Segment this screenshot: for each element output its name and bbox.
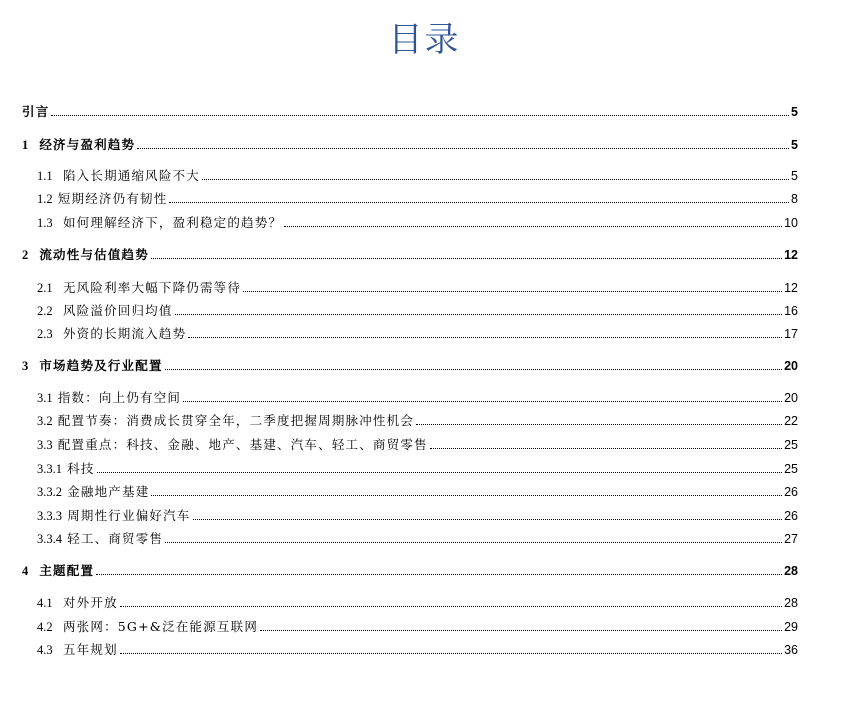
toc-leader-dots: [188, 337, 782, 338]
toc-entry-2-1[interactable]: [22, 274, 798, 296]
toc-entry-label: 3.3.1 科技: [37, 461, 95, 476]
toc-entry-label: 4 主题配置: [22, 563, 95, 578]
toc-page-number: 28: [784, 564, 798, 578]
toc-entry-3-3-2[interactable]: [22, 478, 798, 500]
toc-entry-label: 2.3 外资的长期流入趋势: [37, 326, 187, 341]
toc-page-number: 12: [784, 281, 798, 295]
toc-entry-label: 2.1 无风险利率大幅下降仍需等待: [37, 280, 242, 295]
toc-entry-4-3[interactable]: [22, 636, 798, 658]
toc-page-number: 12: [784, 248, 798, 262]
toc-entry-label: 2 流动性与估值趋势: [22, 247, 149, 262]
toc-page-number: 5: [791, 138, 798, 152]
toc-page-number: 16: [784, 304, 798, 318]
toc-entry-4-2[interactable]: [22, 613, 798, 635]
toc-entry-3-2[interactable]: [22, 407, 798, 429]
toc-entry-label: 4.1 对外开放: [37, 595, 118, 610]
toc-leader-dots: [165, 542, 782, 543]
toc-entry-3-3-1[interactable]: [22, 455, 798, 477]
toc-page-number: 25: [784, 438, 798, 452]
toc-entry-label: 3.1 指数：向上仍有空间: [37, 390, 182, 405]
toc-entry-3-3-3[interactable]: [22, 502, 798, 524]
toc-entry-1-3[interactable]: [22, 209, 798, 231]
toc-entry-label: 4.3 五年规划: [37, 642, 118, 657]
toc-entry-3[interactable]: [22, 352, 798, 374]
toc-entry-2[interactable]: [22, 241, 798, 263]
toc-leader-dots: [165, 369, 782, 370]
toc-leader-dots: [430, 448, 782, 449]
toc-entry-2-2[interactable]: [22, 297, 798, 319]
toc-entry-4[interactable]: [22, 557, 798, 579]
toc-leader-dots: [151, 495, 782, 496]
toc-entry-label: 3 市场趋势及行业配置: [22, 358, 163, 373]
toc-leader-dots: [260, 630, 782, 631]
toc-leader-dots: [51, 115, 789, 116]
toc-leader-dots: [202, 179, 789, 180]
toc-entry-label: 3.2 配置节奏：消费成长贯穿全年，二季度把握周期脉冲性机会: [37, 413, 415, 428]
toc-page-number: 28: [784, 596, 798, 610]
toc-leader-dots: [151, 258, 782, 259]
toc-entry-label: 1.3 如何理解经济下，盈利稳定的趋势？: [37, 215, 283, 230]
toc-page-number: 26: [784, 485, 798, 499]
toc-page-number: 25: [784, 462, 798, 476]
toc-entry-1[interactable]: [22, 131, 798, 153]
toc-leader-dots: [284, 226, 782, 227]
toc-entry-label: 3.3.3 周期性行业偏好汽车: [37, 508, 191, 523]
toc-page-number: 10: [784, 216, 798, 230]
toc-entry-label: 4.2 两张网：5G+&泛在能源互联网: [37, 619, 259, 634]
toc-leader-dots: [243, 291, 782, 292]
toc-title: 目录: [388, 20, 461, 60]
toc-entry-label: 1.1 陷入长期通缩风险不大: [37, 168, 200, 183]
toc-leader-dots: [169, 202, 789, 203]
toc-page-number: 17: [784, 327, 798, 341]
toc-entry-label: 3.3.2 金融地产基建: [37, 484, 150, 499]
toc-entry-2-3[interactable]: [22, 320, 798, 342]
toc-leader-dots: [183, 401, 782, 402]
toc-entry-3-3-4[interactable]: [22, 525, 798, 547]
toc-entry-3-1[interactable]: [22, 384, 798, 406]
toc-page-number: 27: [784, 532, 798, 546]
toc-entry-3-3[interactable]: [22, 431, 798, 453]
toc-page-number: 5: [791, 105, 798, 119]
toc-page-number: 8: [791, 192, 798, 206]
toc-leader-dots: [137, 148, 789, 149]
toc-entry-4-1[interactable]: [22, 589, 798, 611]
toc-leader-dots: [416, 424, 782, 425]
toc-entry-label: 3.3.4 轻工、商贸零售: [37, 531, 164, 546]
toc-leader-dots: [120, 653, 782, 654]
toc-leader-dots: [175, 314, 783, 315]
toc-page-number: 26: [784, 509, 798, 523]
toc-leader-dots: [193, 519, 783, 520]
toc-page-number: 20: [784, 391, 798, 405]
toc-entry-intro[interactable]: [22, 98, 798, 120]
toc-page-number: 36: [784, 643, 798, 657]
toc-entry-label: 引言: [22, 104, 50, 119]
toc-leader-dots: [96, 574, 782, 575]
toc-entry-label: 1.2 短期经济仍有韧性: [37, 191, 168, 206]
toc-page-number: 29: [784, 620, 798, 634]
toc-leader-dots: [120, 606, 782, 607]
toc-entry-label: 1 经济与盈利趋势: [22, 137, 136, 152]
toc-leader-dots: [97, 472, 783, 473]
toc-page-number: 20: [784, 359, 798, 373]
toc-entry-1-1[interactable]: [22, 162, 798, 184]
toc-entry-1-2[interactable]: [22, 185, 798, 207]
toc-page-number: 22: [784, 414, 798, 428]
toc-entry-label: 2.2 风险溢价回归均值: [37, 303, 173, 318]
toc-entry-label: 3.3 配置重点：科技、金融、地产、基建、汽车、轻工、商贸零售: [37, 437, 428, 452]
toc-page-number: 5: [791, 169, 798, 183]
